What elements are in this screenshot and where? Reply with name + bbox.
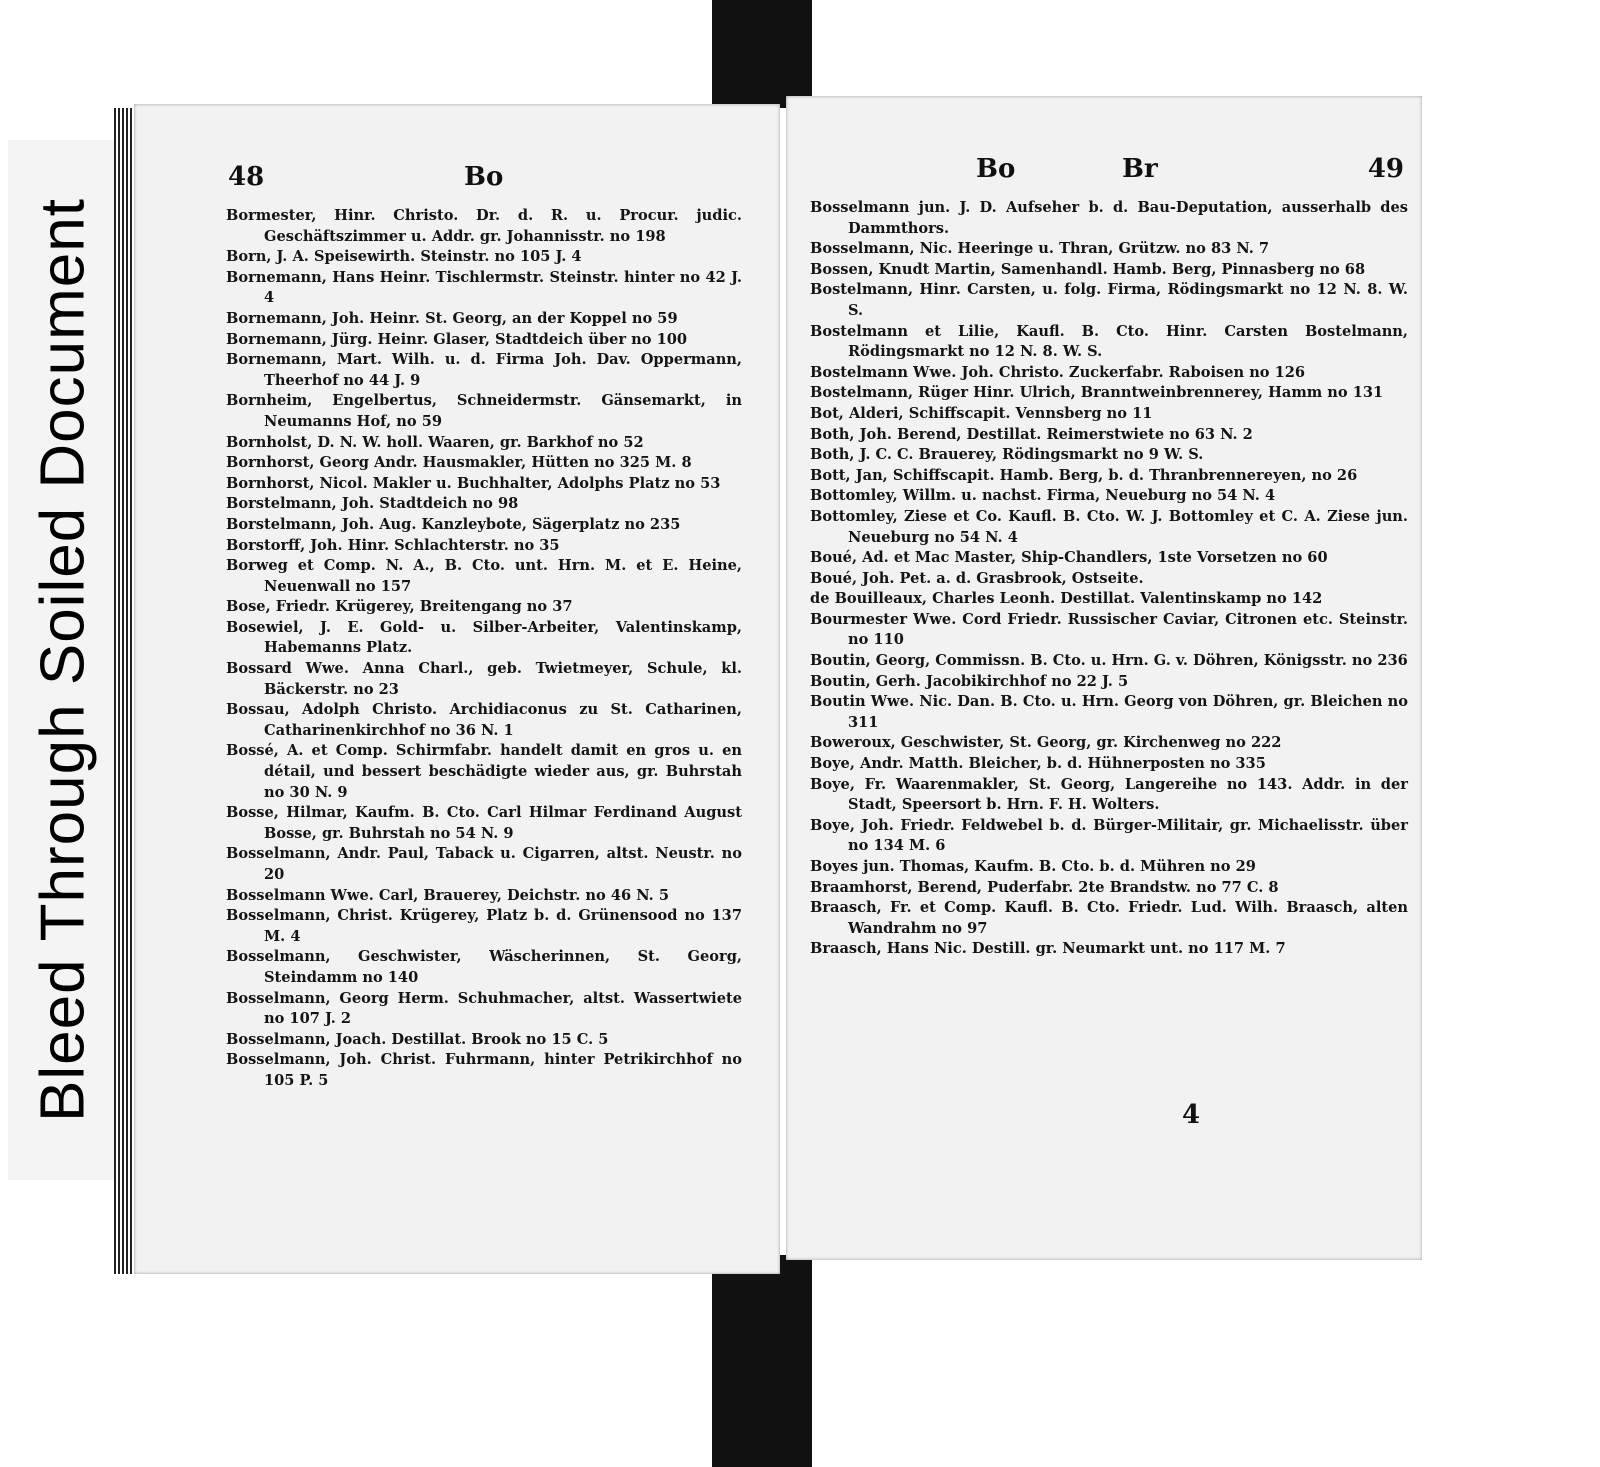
right-page-headword-right: Br: [1122, 154, 1158, 184]
directory-entry: Both, J. C. C. Brauerey, Rödingsmarkt no 9 W. S.: [810, 446, 1204, 464]
directory-entry: Bornemann, Jürg. Heinr. Glaser, Stadtdeich über no 100: [226, 330, 688, 348]
directory-entry: Borstelmann, Joh. Stadtdeich no 98: [226, 495, 519, 513]
directory-entry: Bosselmann, Nic. Heeringe u. Thran, Grützw. no 83 N. 7: [810, 240, 1270, 258]
left-page-headword: Bo: [464, 162, 504, 192]
directory-entry: Boutin, Gerh. Jacobikirchhof no 22 J. 5: [810, 672, 1129, 690]
directory-entry: Boye, Fr. Waarenmakler, St. Georg, Langereihe no 143. Addr. in der Stadt, Speersort b. Hrn. F. H. Wolters.: [810, 775, 1408, 814]
directory-entry: Borstorff, Joh. Hinr. Schlachterstr. no 35: [226, 536, 560, 554]
directory-entry: Bosselmann, Geschwister, Wäscherinnen, St. Georg, Steindamm no 140: [226, 948, 742, 986]
directory-entry: Bornemann, Mart. Wilh. u. d. Firma Joh. Dav. Oppermann, Theerhof no 44 J. 9: [226, 351, 742, 389]
directory-entry: Boweroux, Geschwister, St. Georg, gr. Kirchenweg no 222: [810, 734, 1282, 752]
directory-entry: Bossau, Adolph Christo. Archidiaconus zu St. Catharinen, Catharinenkirchhof no 36 N. 1: [226, 701, 742, 739]
directory-entry: Bottomley, Ziese et Co. Kaufl. B. Cto. W. J. Bottomley et C. A. Ziese jun. Neueburg no 54 N. 4: [810, 507, 1408, 546]
directory-entry: Bosewiel, J. E. Gold- u. Silber-Arbeiter, Valentinskamp, Habemanns Platz.: [226, 618, 742, 657]
directory-entry: Bostelmann Wwe. Joh. Christo. Zuckerfabr. Raboisen no 126: [810, 363, 1306, 381]
right-page: [786, 96, 1422, 1260]
directory-entry: Both, Joh. Berend, Destillat. Reimerstwiete no 63 N. 2: [810, 425, 1253, 443]
directory-entry: Bosselmann Wwe. Carl, Brauerey, Deichstr. no 46 N. 5: [226, 886, 669, 904]
directory-entry: Boyes jun. Thomas, Kaufm. B. Cto. b. d. Mühren no 29: [810, 858, 1256, 875]
directory-entry: Bornemann, Joh. Heinr. St. Georg, an der Koppel no 59: [226, 309, 678, 327]
directory-entry: Bornhorst, Georg Andr. Hausmakler, Hütten no 325 M. 8: [226, 454, 692, 472]
spine-band-bottom: [712, 1255, 812, 1467]
directory-entry: Bossé, A. et Comp. Schirmfabr. handelt damit en gros u. en détail, und bessert beschädigte wieder aus, gr. Buhrstah no 30 N. 9: [226, 742, 742, 801]
directory-entry: Boué, Ad. et Mac Master, Ship-Chandlers, 1ste Vorsetzen no 60: [810, 549, 1328, 567]
directory-entry: Braasch, Hans Nic. Destill. gr. Neumarkt unt. no 117 M. 7: [810, 940, 1286, 958]
directory-entry: Bossard Wwe. Anna Charl., geb. Twietmeyer, Schule, kl. Bäckerstr. no 23: [226, 660, 742, 698]
right-page-number: 49: [1367, 154, 1404, 184]
directory-entry: Bornemann, Hans Heinr. Tischlermstr. Steinstr. hinter no 42 J. 4: [226, 268, 742, 307]
directory-entry: Bose, Friedr. Krügerey, Breitengang no 37: [226, 598, 573, 616]
directory-entry: Boué, Joh. Pet. a. d. Grasbrook, Ostseite.: [810, 569, 1144, 587]
directory-entry: Braasch, Fr. et Comp. Kaufl. B. Cto. Friedr. Lud. Wilh. Braasch, alten Wandrahm no 97: [810, 899, 1408, 937]
directory-entry: Bosselmann, Georg Herm. Schuhmacher, altst. Wassertwiete no 107 J. 2: [226, 989, 742, 1028]
spine-band-top: [712, 0, 812, 108]
directory-entry: Bornhorst, Nicol. Makler u. Buchhalter, Adolphs Platz no 53: [226, 474, 721, 492]
directory-entry: Bosselmann, Joach. Destillat. Brook no 15 C. 5: [226, 1030, 609, 1048]
directory-entry: de Bouilleaux, Charles Leonh. Destillat. Valentinskamp no 142: [810, 590, 1323, 608]
directory-entry: Braamhorst, Berend, Puderfabr. 2te Brandstw. no 77 C. 8: [810, 878, 1279, 896]
right-page-headword-left: Bo: [976, 154, 1016, 184]
directory-entry: Bourmester Wwe. Cord Friedr. Russischer Caviar, Citronen etc. Steinstr. no 110: [810, 610, 1408, 649]
directory-entry: Bormester, Hinr. Christo. Dr. d. R. u. Procur. judic. Geschäftszimmer u. Addr. gr. Johannisstr. no 198: [226, 207, 742, 245]
directory-entry: Bosselmann, Joh. Christ. Fuhrmann, hinter Petrikirchhof no 105 P. 5: [226, 1051, 742, 1089]
directory-entry: Borweg et Comp. N. A., B. Cto. unt. Hrn. M. et E. Heine, Neuenwall no 157: [226, 557, 742, 595]
directory-entry: Borstelmann, Joh. Aug. Kanzleybote, Sägerplatz no 235: [226, 515, 681, 533]
left-page-number: 48: [228, 162, 265, 192]
directory-entry: Bott, Jan, Schiffscapit. Hamb. Berg, b. d. Thranbrennereyen, no 26: [810, 466, 1358, 484]
directory-entry: Bostelmann, Rüger Hinr. Ulrich, Branntweinbrennerey, Hamm no 131: [810, 384, 1384, 402]
directory-entry: Boye, Andr. Matth. Bleicher, b. d. Hühnerposten no 335: [810, 755, 1266, 773]
signature-mark: 4: [1182, 1100, 1201, 1130]
directory-entry: Boutin, Georg, Commissn. B. Cto. u. Hrn. G. v. Döhren, Königsstr. no 236: [810, 652, 1408, 670]
directory-entry: Bot, Alderi, Schiffscapit. Vennsberg no 11: [810, 404, 1153, 422]
left-page-header: [228, 162, 734, 202]
directory-entry: Bosselmann, Andr. Paul, Taback u. Cigarren, altst. Neustr. no 20: [226, 845, 742, 883]
side-label-text: Bleed Through Soiled Document: [28, 198, 98, 1122]
right-page-header: [804, 154, 1404, 194]
directory-entry: Bosselmann jun. J. D. Aufseher b. d. Bau-Deputation, ausserhalb des Dammthors.: [810, 199, 1408, 237]
directory-entry: Bosse, Hilmar, Kaufm. B. Cto. Carl Hilmar Ferdinand August Bosse, gr. Buhrstah no 54 N. 9: [226, 804, 742, 842]
directory-entry: Born, J. A. Speisewirth. Steinstr. no 105 J. 4: [226, 248, 582, 266]
directory-entry: Bosselmann, Christ. Krügerey, Platz b. d. Grünensood no 137 M. 4: [226, 907, 742, 945]
side-label: [8, 140, 120, 1180]
directory-entry: Bossen, Knudt Martin, Samenhandl. Hamb. Berg, Pinnasberg no 68: [810, 260, 1366, 278]
directory-entry: Boye, Joh. Friedr. Feldwebel b. d. Bürger-Militair, gr. Michaelisstr. über no 134 M. 6: [810, 816, 1408, 855]
directory-entry: Bottomley, Willm. u. nachst. Firma, Neueburg no 54 N. 4: [810, 487, 1276, 505]
directory-entry: Bornholst, D. N. W. holl. Waaren, gr. Barkhof no 52: [226, 433, 644, 451]
right-entries-list: [810, 198, 1408, 960]
directory-entry: Boutin Wwe. Nic. Dan. B. Cto. u. Hrn. Georg von Döhren, gr. Bleichen no 311: [810, 693, 1408, 731]
directory-entry: Bostelmann et Lilie, Kaufl. B. Cto. Hinr. Carsten Bostelmann, Rödingsmarkt no 12 N. 8. W. S.: [810, 322, 1408, 361]
directory-entry: Bostelmann, Hinr. Carsten, u. folg. Firma, Rödingsmarkt no 12 N. 8. W. S.: [810, 281, 1408, 319]
directory-entry: Bornheim, Engelbertus, Schneidermstr. Gänsemarkt, in Neumanns Hof, no 59: [226, 392, 742, 430]
left-entries-list: [226, 206, 742, 1092]
left-page: [134, 104, 780, 1274]
